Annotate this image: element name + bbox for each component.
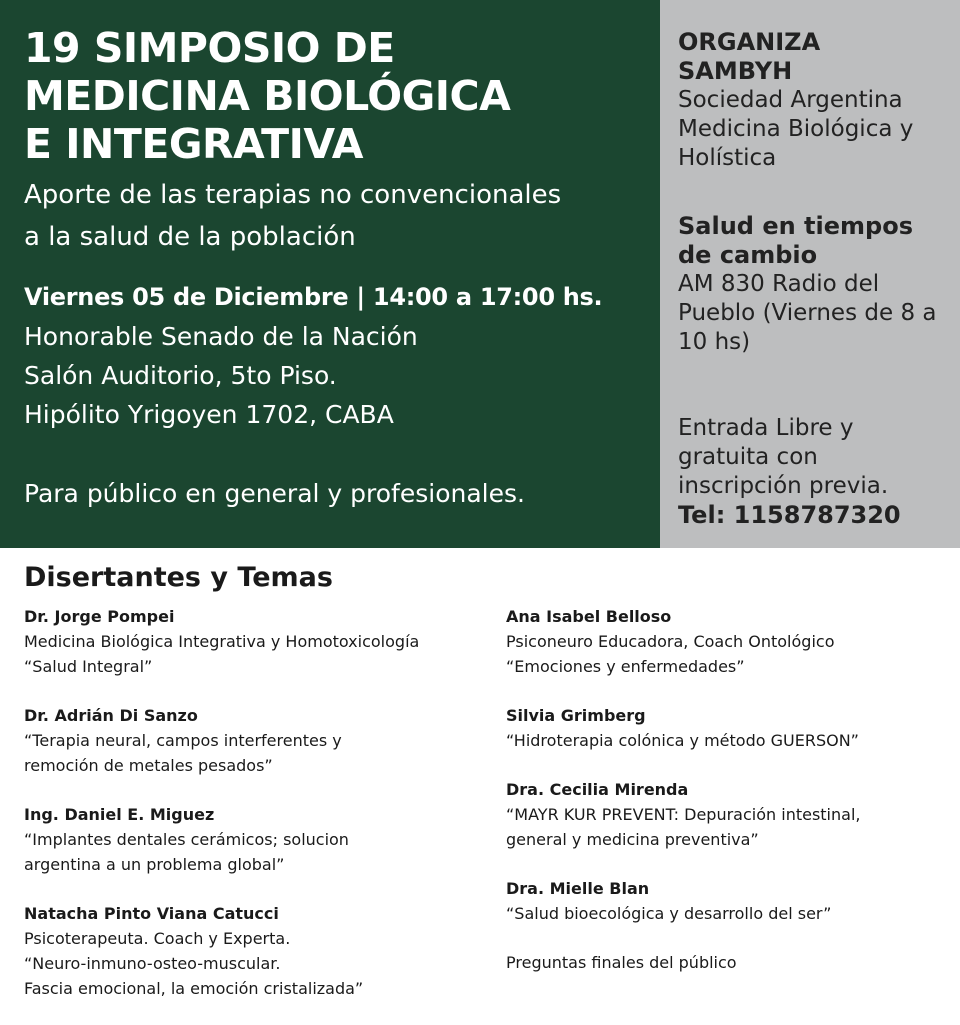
speaker-topic-line: remoción de metales pesados”	[24, 756, 273, 775]
speaker-topic-line: Fascia emocional, la emoción cristalizada”	[24, 979, 364, 998]
radio-detail-line: 10 hs)	[678, 329, 751, 355]
speaker-item	[506, 876, 946, 926]
entry-line: inscripción previa.	[678, 473, 889, 499]
radio-title-line: Salud en tiempos	[678, 212, 913, 240]
org-acronym: SAMBYH	[678, 57, 793, 85]
org-name-line: Medicina Biológica y	[678, 116, 914, 142]
speaker-topic-line: “Implantes dentales cerámicos; solucion	[24, 830, 349, 849]
radio-detail-line: AM 830 Radio del	[678, 271, 880, 297]
speaker-name: Ana Isabel Belloso	[506, 607, 672, 626]
venue-line: Hipólito Yrigoyen 1702, CABA	[24, 400, 394, 429]
speaker-topic-line: “Neuro-inmuno-osteo-muscular.	[24, 954, 281, 973]
speaker-item	[506, 703, 946, 753]
speaker-topic-line: argentina a un problema global”	[24, 855, 285, 874]
radio-program-block	[678, 212, 936, 357]
speaker-topic-line: Psiconeuro Educadora, Coach Ontológico	[506, 632, 835, 651]
speaker-topic-line: Medicina Biológica Integrativa y Homotoxicología	[24, 632, 420, 651]
event-title	[24, 24, 510, 168]
speaker-topic-line: “Salud bioecológica y desarrollo del ser”	[506, 904, 832, 923]
closing-note: Preguntas finales del público	[506, 953, 737, 972]
radio-detail-line: Pueblo (Viernes de 8 a	[678, 300, 937, 326]
speaker-name: Ing. Daniel E. Miguez	[24, 805, 215, 824]
event-audience: Para público en general y profesionales.	[24, 479, 525, 508]
title-line: 19 SIMPOSIO DE	[24, 24, 395, 72]
entry-line: Entrada Libre y	[678, 415, 854, 441]
speaker-name: Dra. Mielle Blan	[506, 879, 650, 898]
speakers-right-column	[506, 604, 946, 975]
speaker-topic-line: Psicoterapeuta. Coach y Experta.	[24, 929, 291, 948]
speaker-item	[506, 604, 946, 679]
venue-line: Honorable Senado de la Nación	[24, 322, 418, 351]
speaker-topic-line: “Salud Integral”	[24, 657, 153, 676]
speaker-topic-line: “Terapia neural, campos interferentes y	[24, 731, 342, 750]
org-name-line: Holística	[678, 145, 777, 171]
subtitle-line: Aporte de las terapias no convencionales	[24, 180, 562, 210]
event-date-time: Viernes 05 de Diciembre | 14:00 a 17:00 hs.	[24, 283, 603, 311]
event-subtitle	[24, 174, 561, 258]
organiza-label: ORGANIZA	[678, 28, 821, 56]
radio-title-line: de cambio	[678, 241, 818, 269]
entry-info-block	[678, 414, 901, 530]
speaker-item	[24, 703, 494, 778]
speaker-item	[24, 802, 494, 877]
speaker-topic-line: “Hidroterapia colónica y método GUERSON”	[506, 731, 859, 750]
speaker-name: Silvia Grimberg	[506, 706, 646, 725]
org-name-line: Sociedad Argentina	[678, 87, 903, 113]
event-info-panel	[0, 0, 660, 548]
speaker-topic-line: “MAYR KUR PREVENT: Depuración intestinal,	[506, 805, 861, 824]
speaker-name: Dra. Cecilia Mirenda	[506, 780, 689, 799]
phone-number: Tel: 1158787320	[678, 501, 901, 529]
speaker-item	[24, 604, 494, 679]
title-line: MEDICINA BIOLÓGICA	[24, 72, 511, 120]
speaker-name: Dr. Adrián Di Sanzo	[24, 706, 198, 725]
speaker-topic-line: “Emociones y enfermedades”	[506, 657, 745, 676]
speaker-topic-line: general y medicina preventiva”	[506, 830, 759, 849]
event-details	[24, 278, 602, 434]
speaker-item	[506, 777, 946, 852]
title-line: E INTEGRATIVA	[24, 120, 363, 168]
speaker-item	[24, 901, 494, 1001]
subtitle-line: a la salud de la población	[24, 222, 356, 252]
organizer-panel	[660, 0, 960, 548]
speakers-heading: Disertantes y Temas	[24, 562, 333, 593]
venue-line: Salón Auditorio, 5to Piso.	[24, 361, 337, 390]
speaker-name: Dr. Jorge Pompei	[24, 607, 175, 626]
speakers-left-column	[24, 604, 494, 1025]
entry-line: gratuita con	[678, 444, 818, 470]
organizer-block	[678, 28, 913, 173]
speaker-name: Natacha Pinto Viana Catucci	[24, 904, 279, 923]
